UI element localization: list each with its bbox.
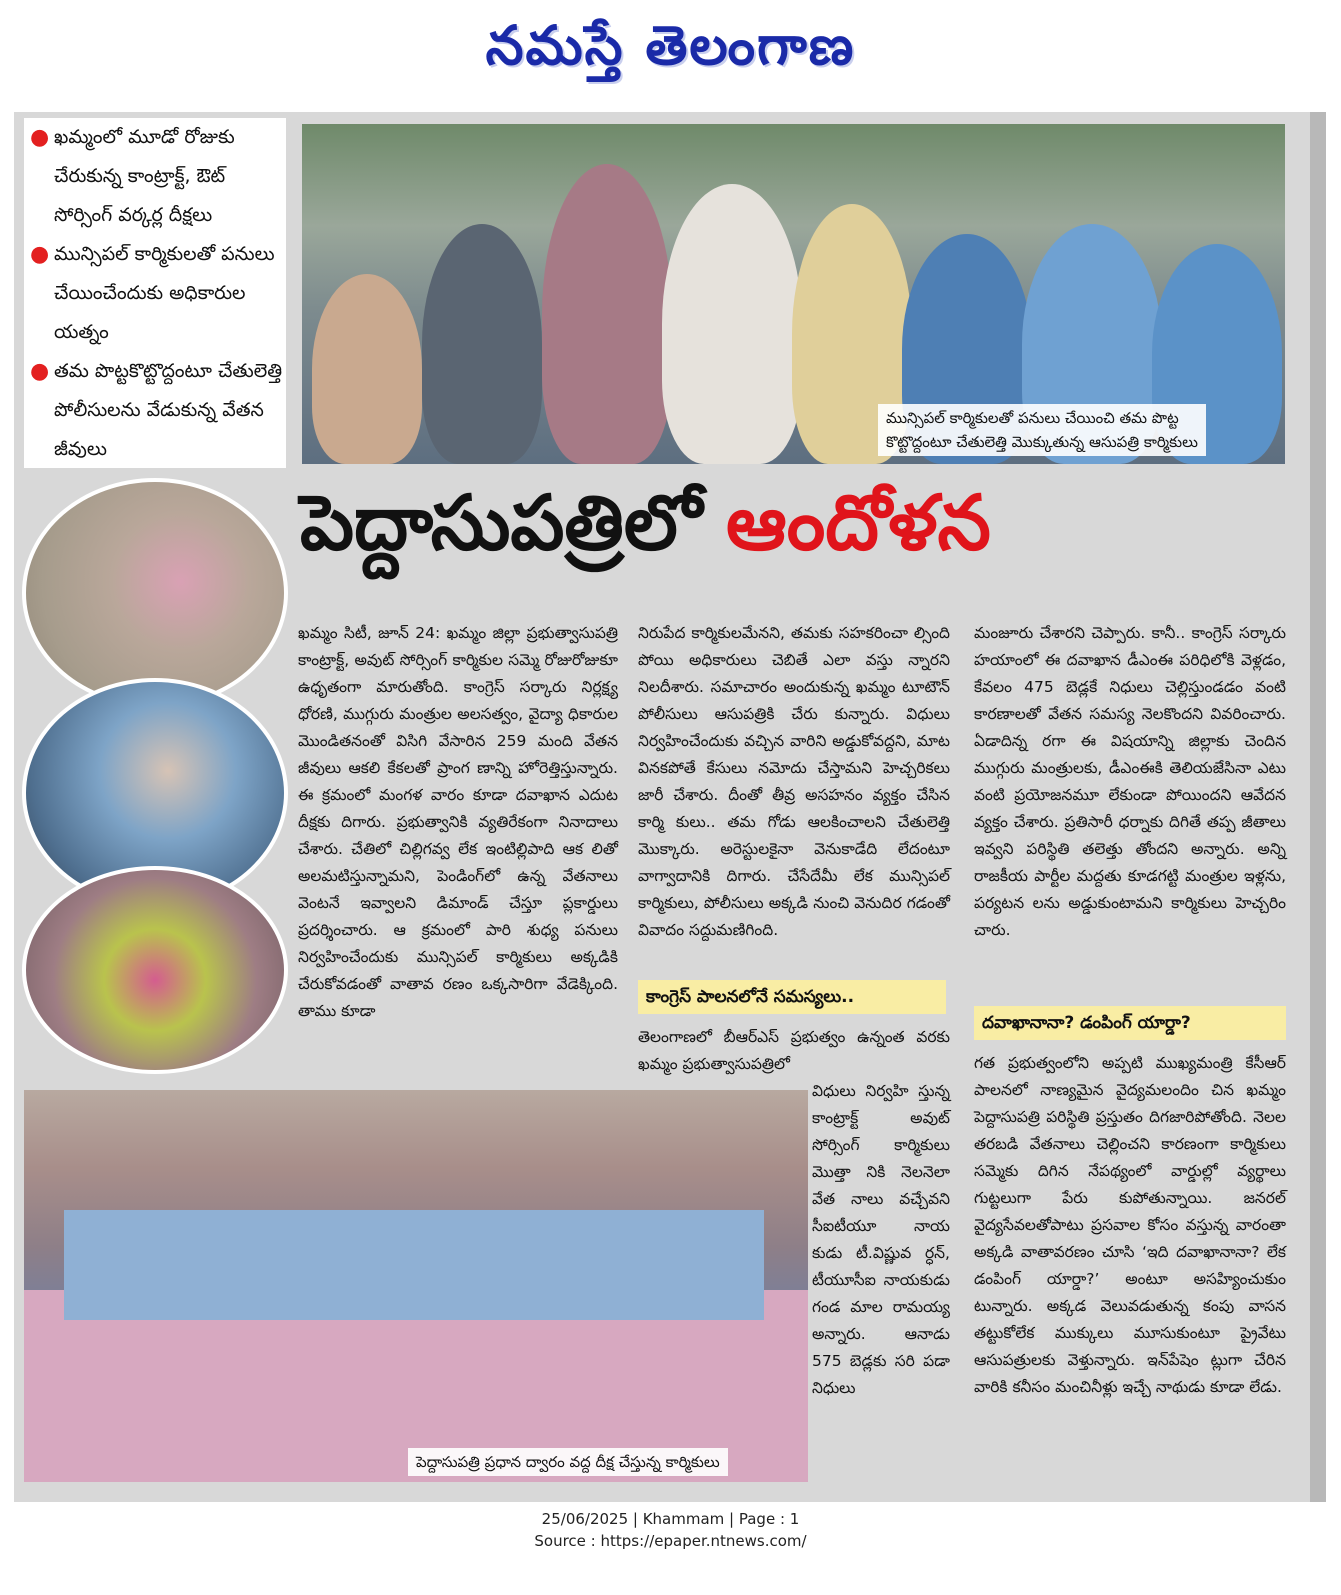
page-edge-shadow [1310, 112, 1326, 1502]
bullet-point: ● ఖమ్మంలో మూడో రోజుకు చేరుకున్న కాంట్రాక్ట్, ఔట్ సోర్సింగ్ వర్కర్ల దీక్షలు [24, 118, 286, 235]
headline-accent: ఆందోళన [726, 478, 991, 567]
bullet-icon: ● [30, 125, 50, 150]
article-column-2-continued: తెలంగాణలో బీఆర్ఎస్ ప్రభుత్వం ఉన్నంత వరకు ఖమ్మం ప్రభుత్వాసుపత్రిలో [638, 1028, 950, 1073]
subheading-congress: కాంగ్రెస్ పాలనలోనే సమస్యలు.. [638, 980, 946, 1014]
bullet-point: ● మున్సిపల్ కార్మికులతో పనులు చేయించేందుకు అధికారుల యత్నం [24, 235, 286, 352]
newspaper-title: నమస్తే తెలంగాణ [485, 14, 856, 77]
inset-photo-garbage [22, 866, 288, 1074]
inset-photo-waste [22, 478, 288, 708]
bullet-icon: ● [30, 359, 50, 384]
masthead [0, 0, 1341, 100]
bottom-photo-caption: పెద్దాసుపత్రి ప్రధాన ద్వారం వద్ద దీక్ష చేస్తున్న కార్మికులు [408, 1448, 728, 1476]
top-photo-caption: మున్సిపల్ కార్మికులతో పనులు చేయించి తమ పొట్ట కొట్టొద్దంటూ చేతులెత్తి మొక్కుతున్న ఆసుపత్రి కార్మికులు [878, 404, 1206, 456]
photo-figure [662, 184, 802, 464]
footer-date-edition: 25/06/2025 | Khammam | Page : 1 [541, 1510, 800, 1528]
subheading-dumping-yard: దవాఖానానా? డంపింగ్ యార్డా? [974, 1006, 1286, 1040]
bullet-icon: ● [30, 242, 50, 267]
photo-crowd [64, 1210, 764, 1320]
photo-figure [542, 164, 672, 464]
top-news-photo [302, 124, 1285, 464]
bottom-news-photo [24, 1090, 808, 1482]
article-column-1: ఖమ్మం సిటీ, జూన్ 24: ఖమ్మం జిల్లా ప్రభుత్వాసుపత్రి కాంట్రాక్ట్, అవుట్ సోర్సింగ్ కార్మికుల సమ్మె రోజురోజుకూ ఉధృతంగా మారుతోంది. కాంగ్రెస్ సర్కారు నిర్లక్ష్య ధోరణి, ముగ్గురు మంత్రుల అలసత్వం, వైద్యా ధికారుల మొండితనంతో విసిగి వేసారిన 259 మంది వేతన జీవులు ఆకలి కేకలతో ప్రాంగ ణాన్ని హోరెత్తిస్తున్నారు. ఈ క్రమంలో మంగళ వారం కూడా దవాఖాన ఎదుట దీక్షకు దిగారు. ప్రభుత్వానికి వ్యతిరేకంగా నినాదాలు చేశారు. చేతిలో చిల్లిగవ్వ లేక ఇంటిల్లిపాది ఆక లితో అలమటిస్తున్నామని, పెండింగ్‌లో ఉన్న వేతనాలు వెంటనే ఇవ్వాలని డిమాండ్ చేస్తూ ప్లకార్డులు ప్రదర్శించారు. ఆ క్రమంలో పారి శుధ్య పనులు నిర్వహించేందుకు మున్సిపల్ కార్మికులు అక్కడికి చేరుకోవడంతో వాతావ రణం ఒక్కసారిగా వేడెక్కింది. తాము కూడా [298, 624, 618, 1020]
bullet-point: ● తమ పొట్టకొట్టొద్దంటూ చేతులెత్తి పోలీసులను వేడుకున్న వేతన జీవులు [24, 352, 286, 469]
article-column-2-narrow: విధులు నిర్వహి స్తున్న కాంట్రాక్ట్ అవుట్ సోర్సింగ్ కార్మికులు మొత్తా నికి నెలనెలా వేత నాలు వచ్చేవని సీఐటీయూ నాయ కుడు టీ.విష్ణువ ర్ధన్, టీయూసీఐ నాయకుడు గండ మాల రామయ్య అన్నారు. ఆనాడు 575 బెడ్లకు సరి పడా నిధులు [812, 1082, 950, 1397]
photo-figure [312, 274, 422, 464]
article-column-3: మంజూరు చేశారని చెప్పారు. కానీ.. కాంగ్రెస్ సర్కారు హయాంలో ఈ దవాఖాన డీఎంఈ పరిధిలోకి వెళ్లడం, కేవలం 475 బెడ్లకే నిధులు చెల్లిస్తుండడం వంటి కారణాలతో వేతన సమస్య నెలకొందని వివరించారు. ఏడాదిన్న రగా ఈ విషయాన్ని జిల్లాకు చెందిన ముగ్గురు మంత్రులకు, డీఎంఈకి తెలియజేసినా ఎటు వంటి ప్రయోజనమూ లేకుండా పోయిందని ఆవేదన వ్యక్తం చేశారు. ప్రతిసారీ ధర్నాకు దిగితే తప్ప జీతాలు ఇవ్వని పరిస్థితి తలెత్తు తోందని అన్నారు. అన్ని రాజకీయ పార్టీల మద్దతు కూడగట్టి మంత్రుల ఇళ్లను, పర్యటన లను అడ్డుకుంటామని కార్మికులు హెచ్చరిం చారు. [974, 624, 1286, 939]
article-column-3-continued: గత ప్రభుత్వంలోని అప్పటి ముఖ్యమంత్రి కేసీఆర్ పాలనలో నాణ్యమైన వైద్యమలందిం చిన ఖమ్మం పెద్దాసుపత్రి పరిస్థితి ప్రస్తుతం దిగజారిపోతోంది. నెలల తరబడి వేతనాలు చెల్లించని కారణంగా కార్మికులు సమ్మెకు దిగిన నేపథ్యంలో వార్డుల్లో వ్యర్థాలు గుట్టలుగా పేరు కుపోతున్నాయి. జనరల్ వైద్యసేవలతోపాటు ప్రసవాల కోసం వస్తున్న వారంతా అక్కడి వాతావరణం చూసి ‘ఇది దవాఖానానా? లేక డంపింగ్ యార్డా?’ అంటూ అసహ్యించుకుం టున్నారు. అక్కడ వెలువడుతున్న కంపు వాసన తట్టుకోలేక ముక్కులు మూసుకుంటూ ప్రైవేటు ఆసుపత్రులకు వెళ్తున్నారు. ఇన్‌పేషెం ట్లుగా చేరిన వారికి కనీసం మంచినీళ్లు ఇచ్చే నాథుడు కూడా లేడు. [974, 1054, 1286, 1396]
footer-source: Source : https://epaper.ntnews.com/ [534, 1532, 807, 1550]
photo-figure [422, 224, 542, 464]
headline-main: పెద్దాసుపత్రిలో [300, 478, 703, 567]
highlight-bullets [24, 118, 286, 468]
headline [300, 478, 1290, 588]
article-column-2: నిరుపేద కార్మికులమేనని, తమకు సహకరించా ల్సింది పోయి అధికారులు చెబితే ఎలా వస్తు న్నారని నిలదీశారు. సమాచారం అందుకున్న ఖమ్మం టూటౌన్ పోలీసులు ఆసుపత్రికి చేరు కున్నారు. విధులు నిర్వహించేందుకు వచ్చిన వారిని అడ్డుకోవద్దని, మాట వినకపోతే కేసులు నమోదు చేస్తామని హెచ్చరికలు జారీ చేశారు. దీంతో తీవ్ర అసహనం వ్యక్తం చేసిన కార్మి కులు.. తమ గోడు ఆలకించాలని చేతులెత్తి మొక్కారు. అరెస్టులకైనా వెనుకాడేది లేదంటూ వాగ్వాదానికి దిగారు. చేసేదేమీ లేక మున్సిపల్ కార్మికులు, పోలీసులు అక్కడి నుంచి వెనుదిర గడంతో వివాదం సద్దుమణిగింది. [638, 624, 950, 939]
footer [0, 1508, 1341, 1552]
